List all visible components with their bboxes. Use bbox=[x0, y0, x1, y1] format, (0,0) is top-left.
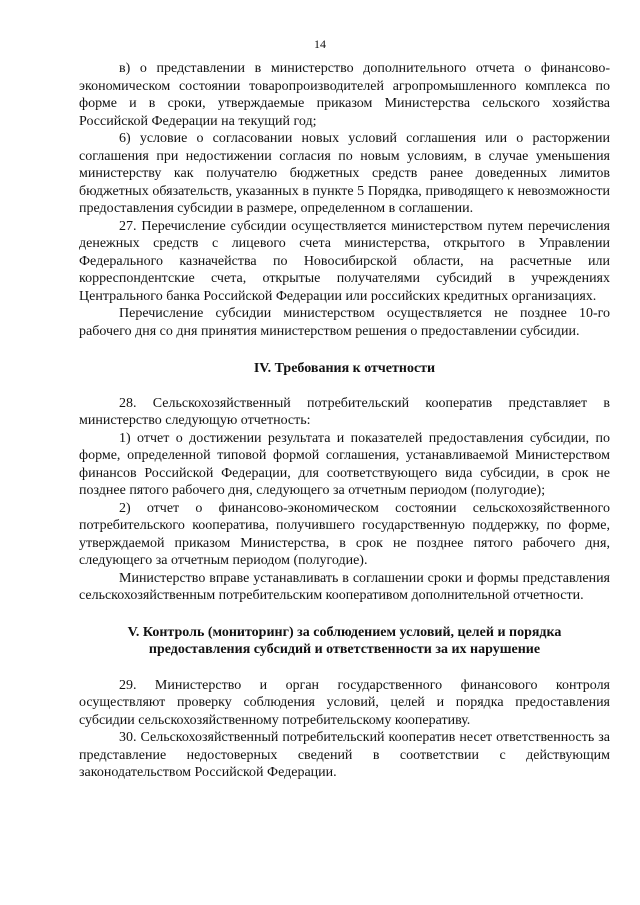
paragraph-28-item-1: 1) отчет о достижении результата и показателей предоставления субсидии, по форме, определенной типовой формой соглашения, устанавливаемой Министерством финансов Российской Федерации, для соответствующего вида субсидии, в срок не позднее пятого рабочего дня, следующего за отчетным периодом (полугодие); bbox=[79, 430, 610, 498]
paragraph-28: 28. Сельскохозяйственный потребительский кооператив представляет в министерство следующую отчетность: bbox=[79, 395, 610, 428]
paragraph-ministry-right: Министерство вправе устанавливать в соглашении сроки и формы представления сельскохозяйственным потребительским кооперативом дополнительной отчетности. bbox=[79, 570, 610, 603]
section-5-heading-line-1: V. Контроль (мониторинг) за соблюдением условий, целей и порядка bbox=[127, 624, 562, 640]
paragraph-29: 29. Министерство и орган государственного финансового контроля осуществляют проверку соблюдения условий, целей и порядка предоставления субсидии сельскохозяйственному потребительскому кооперативу. bbox=[79, 677, 610, 728]
paragraph-item-6: 6) условие о согласовании новых условий соглашения или о расторжении соглашения при недостижении согласия по новым условиям, в случае уменьшения министерству как получателю бюджетных средств ранее доведенных лимитов бюджетных обязательств, указанных в пункте 5 Порядка, приводящего к невозможности предоставления субсидии в размере, определенном в соглашении. bbox=[79, 131, 610, 216]
page-number: 14 bbox=[314, 37, 326, 51]
paragraph-27-transfer: Перечисление субсидии министерством осуществляется не позднее 10-го рабочего дня со дня принятия министерством решения о предоставлении субсидии. bbox=[79, 306, 610, 339]
paragraph-27: 27. Перечисление субсидии осуществляется министерством путем перечисления денежных средств с лицевого счета министерства, открытого в Управлении Федерального казначейства по Новосибирской области, на расчетные или корреспондентские счета, открытые получателями субсидий в учреждениях Центрального банка Российской Федерации или российских кредитных организациях. bbox=[79, 218, 610, 304]
paragraph-30: 30. Сельскохозяйственный потребительский кооператив несет ответственность за представление недостоверных сведений в соответствии с действующим законодательством Российской Федерации. bbox=[79, 730, 610, 780]
section-4-heading: IV. Требования к отчетности bbox=[253, 361, 436, 376]
section-5-heading-line-2: предоставления субсидий и ответственности за их нарушение bbox=[148, 642, 541, 657]
paragraph-28-item-2: 2) отчет о финансово-экономическом состоянии сельскохозяйственного потребительского кооператива, получившего государственную поддержку, по форме, утверждаемой приказом Министерства, в срок не позднее пятого рабочего дня, следующего за отчетным периодом (полугодие). bbox=[79, 500, 610, 568]
section-5-heading bbox=[79, 624, 610, 659]
paragraph-item-v: в) о представлении в министерство дополнительного отчета о финансово-экономическом состоянии товаропроизводителей агропромышленного комплекса по форме и в сроки, утверждаемые приказом Министерства сельского хозяйства Российской Федерации на текущий год; bbox=[79, 61, 610, 129]
document-body bbox=[79, 60, 610, 782]
